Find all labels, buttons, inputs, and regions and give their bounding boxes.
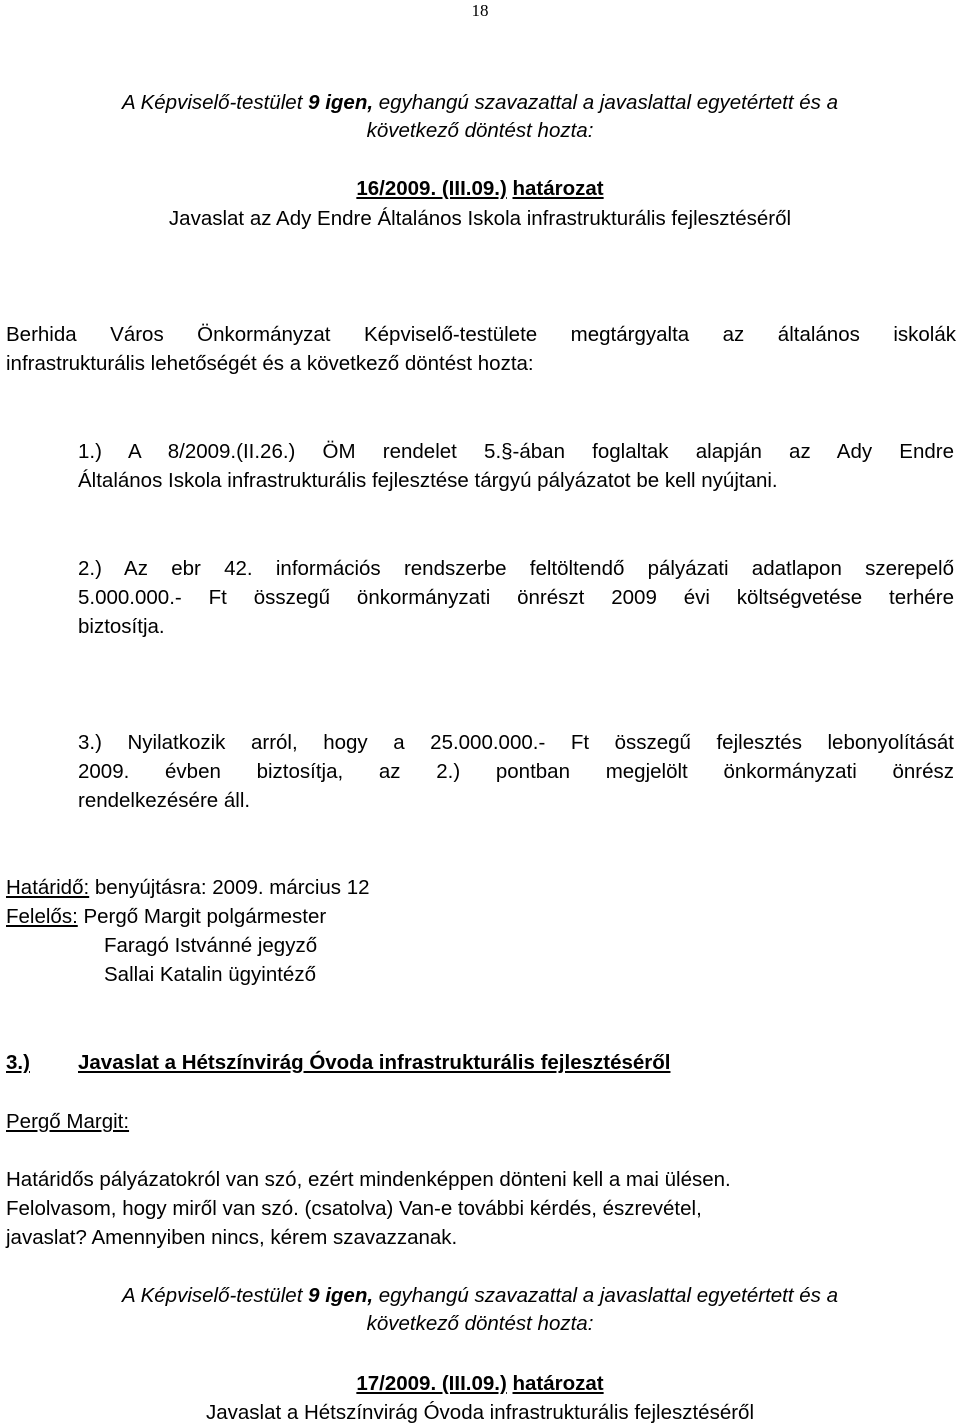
responsible-line bbox=[6, 902, 906, 931]
vote-suffix: egyhangú szavazattal a javaslattal egyetértett és a bbox=[378, 1284, 839, 1307]
vote-prefix: A Képviselő-testület bbox=[121, 1284, 303, 1307]
resolution-word: határozat bbox=[512, 177, 604, 200]
item-line: Általános Iskola infrastrukturális fejlesztése tárgyú pályázatot be kell nyújtani. bbox=[78, 469, 778, 492]
resolution-title: Javaslat az Ady Endre Általános Iskola infrastrukturális fejlesztéséről bbox=[168, 207, 792, 230]
deadline-line bbox=[6, 873, 906, 902]
resolution-number: 17/2009. (III.09.) bbox=[356, 1372, 507, 1395]
resolution-item-1 bbox=[78, 437, 954, 495]
vote-suffix: egyhangú szavazattal a javaslattal egyetértett és a bbox=[378, 91, 839, 114]
responsible-person: Sallai Katalin ügyintéző bbox=[104, 963, 316, 986]
intro-line: infrastrukturális lehetőségét és a következő döntést hozta: bbox=[6, 352, 534, 375]
item-line: 2009. évben biztosítja, az 2.) pontban megjelölt önkormányzati önrész bbox=[78, 760, 954, 783]
speaker-name: Pergő Margit: bbox=[6, 1110, 130, 1133]
responsible-label: Felelős: bbox=[6, 905, 78, 928]
item-line: 2.) Az ebr 42. információs rendszerbe feltöltendő pályázati adatlapon szerepelő bbox=[78, 557, 954, 580]
item-line: rendelkezésére áll. bbox=[78, 789, 251, 812]
speaker-text bbox=[6, 1165, 956, 1252]
responsible-person: Faragó Istvánné jegyző bbox=[104, 934, 318, 957]
item-line: 1.) A 8/2009.(II.26.) ÖM rendelet 5.§-ában foglaltak alapján az Ady Endre bbox=[78, 440, 954, 463]
page-number: 18 bbox=[471, 1, 489, 20]
intro-line: Berhida Város Önkormányzat Képviselő-testülete megtárgyalta az általános iskolák bbox=[6, 323, 956, 346]
vote-statement bbox=[0, 88, 960, 117]
speaker-line: Határidős pályázatokról van szó, ezért mindenképpen dönteni kell a mai ülésen. bbox=[6, 1168, 731, 1191]
intro-paragraph bbox=[6, 320, 956, 378]
resolution-heading bbox=[0, 1369, 960, 1398]
resolution-item-2 bbox=[78, 554, 954, 641]
item-line: 3.) Nyilatkozik arról, hogy a 25.000.000.- Ft összegű fejlesztés lebonyolítását bbox=[78, 731, 954, 754]
section-number: 3.) bbox=[6, 1051, 30, 1074]
vote-count: 9 igen, bbox=[308, 91, 374, 114]
resolution-number: 16/2009. (III.09.) bbox=[356, 177, 507, 200]
vote-statement bbox=[0, 1281, 960, 1310]
section-title: Javaslat a Hétszínvirág Óvoda infrastrukturális fejlesztéséről bbox=[78, 1051, 671, 1074]
vote-statement-line2: következő döntést hozta: bbox=[366, 119, 594, 142]
resolution-word: határozat bbox=[512, 1372, 604, 1395]
vote-statement-line2: következő döntést hozta: bbox=[366, 1312, 594, 1335]
vote-prefix: A Képviselő-testület bbox=[121, 91, 303, 114]
deadline-block bbox=[6, 873, 906, 989]
deadline-value: benyújtásra: 2009. március 12 bbox=[94, 876, 370, 899]
resolution-heading bbox=[0, 174, 960, 203]
resolution-item-3 bbox=[78, 728, 954, 815]
resolution-title: Javaslat a Hétszínvirág Óvoda infrastrukturális fejlesztéséről bbox=[205, 1401, 755, 1424]
deadline-label: Határidő: bbox=[6, 876, 90, 899]
item-line: biztosítja. bbox=[78, 615, 165, 638]
item-line: 5.000.000.- Ft összegű önkormányzati önrészt 2009 évi költségvetése terhére bbox=[78, 586, 954, 609]
speaker-line: javaslat? Amennyiben nincs, kérem szavazzanak. bbox=[6, 1226, 458, 1249]
speaker-line: Felolvasom, hogy miről van szó. (csatolva) Van-e további kérdés, észrevétel, bbox=[6, 1197, 702, 1220]
responsible-person: Pergő Margit polgármester bbox=[83, 905, 327, 928]
vote-count: 9 igen, bbox=[308, 1284, 374, 1307]
section-heading bbox=[6, 1048, 946, 1077]
